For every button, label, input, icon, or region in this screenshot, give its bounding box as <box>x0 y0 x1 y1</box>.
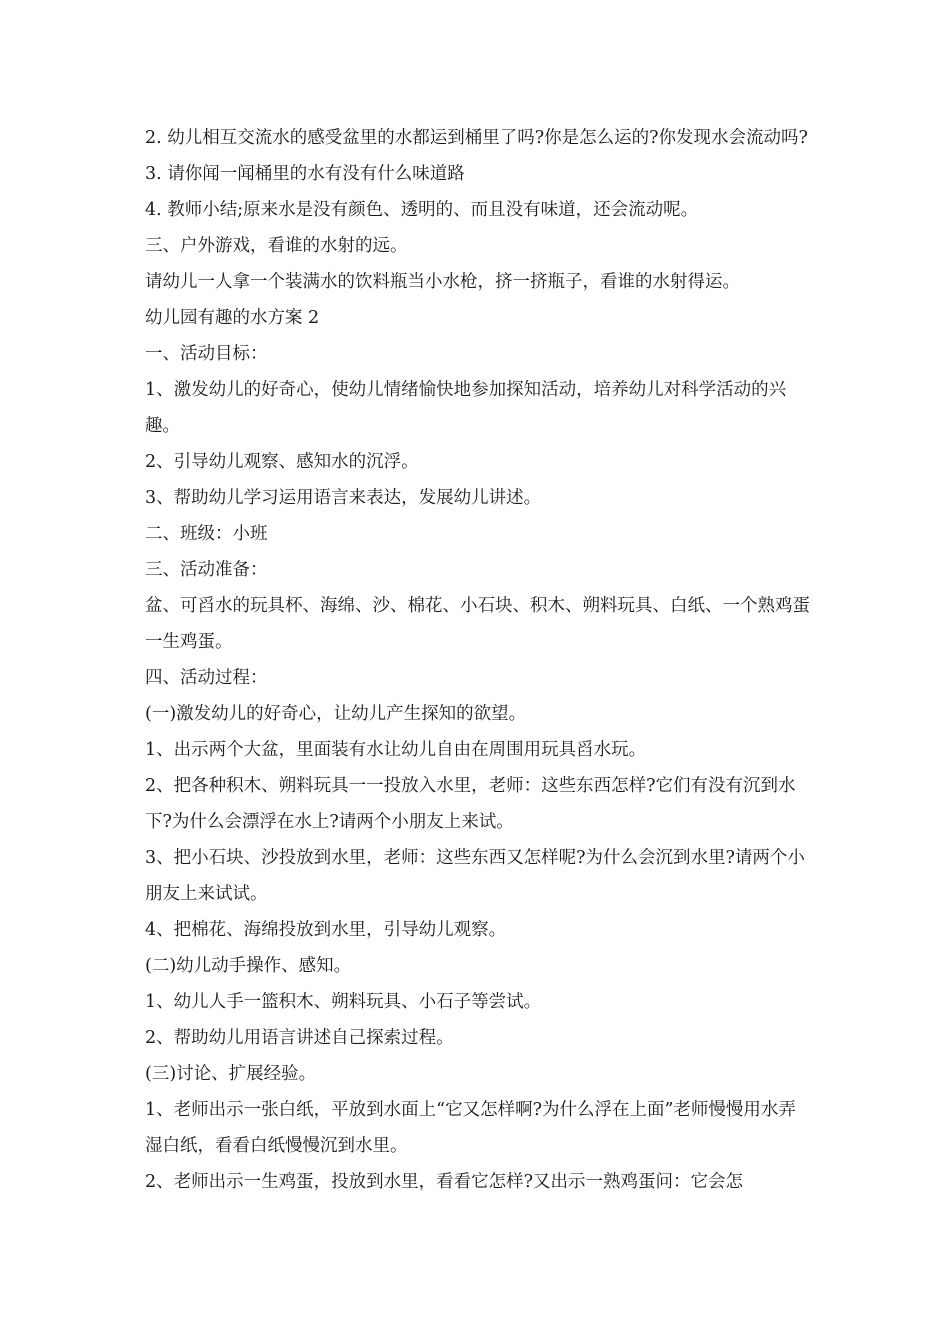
process-step-1-4: 4、把棉花、海绵投放到水里，引导幼儿观察。 <box>145 920 507 940</box>
section-heading-outdoor-game: 三、户外游戏，看谁的水射的远。 <box>145 236 408 256</box>
paragraph-discussion-question: 2. 幼儿相互交流水的感受盆里的水都运到桶里了吗?你是怎么运的?你发现水会流动吗? <box>145 128 808 148</box>
section-heading-goals: 一、活动目标： <box>145 344 268 364</box>
section-heading-class: 二、班级：小班 <box>145 524 268 544</box>
process-step-1-3: 3、把小石块、沙投放到水里，老师：这些东西又怎样呢?为什么会沉到水里?请两个小朋友上来试试。 <box>145 848 805 904</box>
process-step-3-1: 1、老师出示一张白纸，平放到水面上“它又怎样啊?为什么浮在上面”老师慢慢用水弄湿白纸，看看白纸慢慢沉到水里。 <box>145 1100 796 1156</box>
paragraph-smell-question: 3. 请你闻一闻桶里的水有没有什么味道路 <box>145 164 465 184</box>
paragraph-water-gun: 请幼儿一人拿一个装满水的饮料瓶当小水枪，挤一挤瓶子，看谁的水射得运。 <box>145 272 740 292</box>
paragraph-materials: 盆、可舀水的玩具杯、海绵、沙、棉花、小石块、积木、朔料玩具、白纸、一个熟鸡蛋一生鸡蛋。 <box>145 596 810 652</box>
process-step-3-2: 2、老师出示一生鸡蛋，投放到水里，看看它怎样?又出示一熟鸡蛋问：它会怎 <box>145 1172 744 1192</box>
goal-item-2: 2、引导幼儿观察、感知水的沉浮。 <box>145 452 419 472</box>
document-body <box>145 120 810 1200</box>
subsection-heading-3: (三)讨论、扩展经验。 <box>145 1064 317 1084</box>
section-heading-process: 四、活动过程： <box>145 668 268 688</box>
process-step-1-2: 2、把各种积木、朔料玩具一一投放入水里，老师：这些东西怎样?它们有没有沉到水下?为什么会漂浮在水上?请两个小朋友上来试。 <box>145 776 796 832</box>
paragraph-teacher-summary: 4. 教师小结;原来水是没有颜色、透明的、而且没有味道，还会流动呢。 <box>145 200 699 220</box>
plan-title: 幼儿园有趣的水方案 2 <box>145 308 320 328</box>
goal-item-3: 3、帮助幼儿学习运用语言来表达，发展幼儿讲述。 <box>145 488 542 508</box>
process-step-2-1: 1、幼儿人手一篮积木、朔料玩具、小石子等尝试。 <box>145 992 542 1012</box>
process-step-1-1: 1、出示两个大盆，里面装有水让幼儿自由在周围用玩具舀水玩。 <box>145 740 647 760</box>
goal-item-1: 1、激发幼儿的好奇心，使幼儿情绪愉快地参加探知活动，培养幼儿对科学活动的兴趣。 <box>145 380 787 436</box>
section-heading-preparation: 三、活动准备： <box>145 560 268 580</box>
subsection-heading-1: (一)激发幼儿的好奇心，让幼儿产生探知的欲望。 <box>145 704 527 724</box>
process-step-2-2: 2、帮助幼儿用语言讲述自己探索过程。 <box>145 1028 454 1048</box>
subsection-heading-2: (二)幼儿动手操作、感知。 <box>145 956 352 976</box>
